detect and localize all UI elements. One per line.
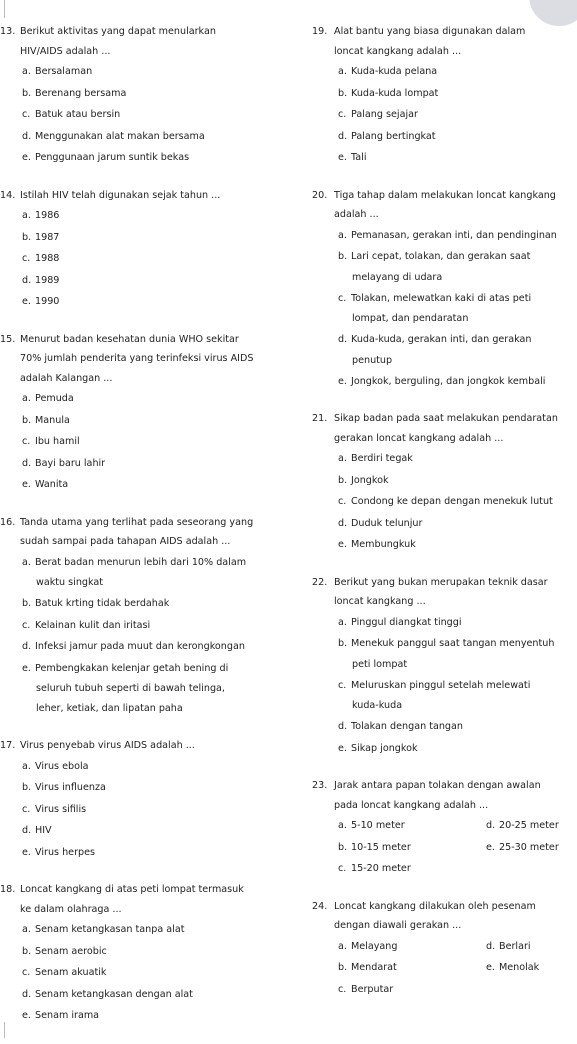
option-text: Senam ketangkasan dengan alat [35,988,193,1000]
answer-option [0,227,300,249]
question-number: 16. [0,516,16,528]
question-number: 15. [0,333,16,345]
option-text: Jongkok [351,474,389,486]
question-stem-line [312,409,577,429]
question-21 [312,409,577,556]
option-grid [312,936,577,1001]
answer-option [338,979,486,1001]
option-text: Menekuk panggul saat tangan menyentuh [351,638,555,649]
answer-option [0,962,300,984]
question-number: 23. [312,780,328,791]
option-text: Wanita [35,479,69,490]
option-text: Kelainan kulit dan iritasi [35,619,151,631]
option-letter: a. [22,393,31,404]
option-letter: b. [22,414,32,426]
option-letter: e. [22,479,31,490]
question-stem-text: Tiga tahap dalam melakukan loncat kangkang [334,189,556,201]
question-stem-line [0,22,300,42]
option-text: 20-25 meter [499,820,559,831]
question-number: 17. [0,740,16,751]
option-text: Kuda-kuda lompat [351,87,439,99]
option-text: Palang sejajar [351,109,418,120]
option-text: Membungkuk [351,539,416,550]
answer-option [312,633,577,675]
option-text: Batuk krting tidak berdahak [35,598,170,609]
question-19 [312,22,577,169]
answer-option [312,675,577,717]
answer-option [0,248,300,270]
answer-option [0,410,300,432]
question-stem-text: sudah sampai pada tahapan AIDS adalah ... [20,536,231,547]
question-stem-text: 70% jumlah penderita yang terinfeksi virus AIDS [20,353,254,364]
question-stem-text: adalah ... [334,209,379,220]
answer-option [0,147,300,169]
option-text: Condong ke depan dengan menekuk lutut [351,496,553,507]
answer-option [0,83,300,105]
option-letter: b. [22,945,32,957]
option-text: Lari cepat, tolakan, dan gerakan saat [351,251,531,262]
option-text: melayang di udara [352,271,443,283]
option-letter: b. [22,87,32,99]
option-letter: b. [22,231,32,243]
question-stem-line [312,186,577,206]
answer-option [0,388,300,410]
option-letter: d. [22,130,32,142]
option-text: Tolakan dengan tangan [351,721,463,732]
option-text: Jongkok, berguling, dan jongkok kembali [351,375,546,387]
question-16 [0,513,300,720]
option-letter: d. [486,940,496,952]
answer-option [0,291,300,313]
question-stem-text: adalah Kalangan ... [20,372,113,384]
option-text: Bersalaman [35,66,93,77]
question-stem-text: gerakan loncat kangkang adalah ... [334,432,504,444]
option-text: 15-20 meter [351,863,411,874]
option-letter: e. [338,375,347,387]
option-text: Kuda-kuda pelana [351,66,438,77]
option-text: penutup [352,354,393,366]
question-stem-line [312,42,577,62]
option-text: 1990 [35,296,60,307]
question-number: 21. [312,413,328,424]
answer-option [0,777,300,799]
answer-option [0,126,300,148]
answer-option [0,941,300,963]
question-stem-line [312,592,577,612]
option-letter: d. [22,457,32,469]
answer-option [312,612,577,634]
option-letter: d. [22,988,32,1000]
option-letter: e. [22,152,31,163]
answer-option [0,842,300,864]
option-text: Mendarat [351,962,397,973]
option-text: Pinggul diangkat tinggi [351,616,462,628]
question-stem-line [312,916,577,936]
answer-option [338,957,486,979]
option-letter: a. [338,940,347,952]
answer-option [338,837,486,859]
answer-option [0,658,300,720]
answer-option [312,126,577,148]
option-letter: d. [338,721,348,732]
question-stem-text: pada loncat kangkang adalah ... [334,799,489,811]
answer-option [0,205,300,227]
answer-option [486,936,577,958]
answer-option [312,329,577,371]
question-stem-line [0,42,300,62]
question-stem-text: Tanda utama yang terlihat pada seseorang yang [20,516,254,528]
question-stem-line [312,22,577,42]
question-stem-text: HIV/AIDS adalah ... [20,45,111,57]
question-stem-text: Berikut aktivitas yang dapat menularkan [20,26,216,37]
option-text: Meluruskan pinggul setelah melewati [351,679,531,691]
question-stem-line [312,796,577,816]
question-stem-text: ke dalam olahraga ... [20,903,122,915]
answer-option [0,104,300,126]
question-stem-text: loncat kangkang adalah ... [334,45,462,57]
option-text: Kuda-kuda, gerakan inti, dan gerakan [351,334,532,345]
question-stem-text: Berikut yang bukan merupakan teknik dasar [334,576,548,588]
answer-option [0,593,300,615]
option-letter: c. [338,496,347,507]
option-text: Pembengkakan kelenjar getah bening di [35,662,229,674]
answer-option [312,716,577,738]
option-letter: d. [338,334,348,345]
option-text: Batuk atau bersin [35,109,121,120]
right-column [312,22,577,1017]
option-text: 1987 [35,231,60,243]
question-stem-line [312,205,577,225]
question-22 [312,573,577,760]
option-letter: e. [22,1010,31,1021]
option-letter: a. [22,66,31,77]
option-text: kuda-kuda [352,700,403,711]
option-text: Duduk telunjur [351,517,423,529]
question-stem-text: Istilah HIV telah digunakan sejak tahun ... [20,189,221,201]
option-text: Tali [351,152,367,163]
question-number: 14. [0,189,16,201]
question-stem-text: dengan diawali gerakan ... [334,920,462,931]
left-column [0,22,300,1044]
option-text: Ibu hamil [35,436,80,447]
option-text: Berputar [351,983,394,995]
question-stem-line [312,776,577,796]
option-text: Senam akuatik [35,967,107,978]
answer-option [0,453,300,475]
answer-option [338,858,486,880]
question-stem-line [312,897,577,917]
option-text: lompat, dan pendaratan [352,313,469,324]
question-number: 18. [0,884,16,895]
question-23 [312,776,577,880]
option-letter: d. [22,825,32,836]
option-grid [312,815,577,880]
option-text: Pemuda [35,393,74,404]
option-letter: e. [338,539,347,550]
option-letter: e. [338,152,347,163]
question-stem-text: Alat bantu yang biasa digunakan dalam [334,26,526,37]
option-text: Menggunakan alat makan bersama [35,130,205,142]
option-letter: b. [338,251,348,262]
question-number: 20. [312,189,328,201]
answer-option [312,534,577,556]
question-stem-text: loncat kangkang ... [334,596,426,607]
question-stem-line [0,736,300,756]
answer-option [0,1005,300,1027]
answer-option [0,636,300,658]
option-letter: a. [22,210,31,221]
answer-option [312,246,577,288]
option-letter: b. [338,474,348,486]
option-text: 1989 [35,274,60,286]
answer-option [0,474,300,496]
option-letter: c. [22,967,31,978]
question-20 [312,186,577,393]
answer-option [312,470,577,492]
option-letter: d. [22,641,32,652]
question-14 [0,186,300,313]
answer-option [312,225,577,247]
question-stem-line [0,513,300,533]
question-stem-line [0,880,300,900]
option-text: Palang bertingkat [351,130,436,142]
question-stem-text: Sikap badan pada saat melakukan pendaratan [334,413,558,424]
question-stem-text: Menurut badan kesehatan dunia WHO sekitar [20,333,239,345]
answer-option [312,83,577,105]
answer-option [0,552,300,594]
option-letter: c. [22,436,31,447]
option-text: 10-15 meter [351,841,411,853]
question-stem-text: Loncat kangkang di atas peti lompat termasuk [20,884,244,895]
question-18 [0,880,300,1027]
question-13 [0,22,300,169]
option-text: Menolak [499,962,540,973]
option-text: waktu singkat [36,577,104,588]
option-letter: c. [338,863,347,874]
option-letter: a. [22,924,31,935]
option-letter: c. [338,679,347,691]
answer-option [0,820,300,842]
option-text: Infeksi jamur pada muut dan kerongkongan [35,641,245,652]
answer-option [486,815,577,837]
question-stem-line [0,349,300,369]
option-letter: e. [22,296,31,307]
question-15 [0,330,300,496]
option-text: Senam ketangkasan tanpa alat [35,924,185,935]
option-letter: b. [338,87,348,99]
question-stem-line [0,900,300,920]
option-letter: b. [22,782,32,793]
option-text: Berdiri tegak [351,453,413,464]
answer-option [312,513,577,535]
answer-option [0,615,300,637]
option-letter: a. [22,556,31,568]
option-letter: b. [338,638,348,649]
option-letter: a. [338,229,347,241]
option-text: Berat badan menurun lebih dari 10% dalam [35,556,247,568]
answer-option [0,61,300,83]
question-number: 24. [312,900,328,912]
option-text: Berlari [499,940,531,952]
option-text: Melayang [351,940,398,952]
option-text: Penggunaan jarum suntik bekas [35,152,190,163]
option-text: Sikap jongkok [351,742,418,754]
answer-option [338,815,486,837]
option-letter: b. [338,962,348,973]
option-letter: b. [338,841,348,853]
option-text: Virus herpes [35,846,96,858]
option-text: peti lompat [352,658,408,670]
option-letter: a. [338,820,347,831]
option-text: Tolakan, melewatkan kaki di atas peti [351,292,532,304]
question-stem-text: Loncat kangkang dilakukan oleh pesenam [334,900,536,912]
answer-option [312,738,577,760]
margin-line [4,0,5,18]
option-letter: e. [22,662,31,674]
answer-option [0,919,300,941]
answer-option [0,756,300,778]
option-letter: a. [338,616,347,628]
option-letter: c. [22,253,31,264]
answer-option [338,936,486,958]
option-letter: b. [22,598,32,609]
option-text: Virus ebola [35,760,89,772]
answer-option [312,288,577,330]
question-stem-text: Jarak antara papan tolakan dengan awalan [334,780,541,791]
option-letter: d. [338,130,348,142]
question-stem-line [312,573,577,593]
option-letter: c. [338,292,347,304]
option-text: Pemanasan, gerakan inti, dan pendinginan [351,229,557,241]
answer-option [312,371,577,393]
option-text: leher, ketiak, dan lipatan paha [36,703,183,714]
question-24 [312,897,577,1001]
option-letter: a. [22,760,31,772]
option-letter: e. [338,742,347,754]
option-text: Berenang bersama [35,87,127,99]
option-letter: e. [22,846,31,858]
option-text: 1986 [35,210,60,221]
option-letter: c. [22,619,31,631]
option-text: seluruh tubuh seperti di bawah telinga, [36,683,225,694]
answer-option [312,147,577,169]
option-text: Virus sifilis [35,803,87,815]
question-17 [0,736,300,863]
answer-option [312,491,577,513]
option-letter: c. [22,803,31,815]
option-text: Manula [35,414,70,426]
question-stem-line [0,369,300,389]
option-text: 25-30 meter [499,841,559,853]
option-letter: c. [22,109,31,120]
answer-option [0,270,300,292]
answer-option [312,61,577,83]
option-text: 1988 [35,253,60,264]
question-stem-line [0,330,300,350]
question-stem-text: Virus penyebab virus AIDS adalah ... [20,740,195,751]
option-letter: e. [486,962,495,973]
question-stem-line [312,429,577,449]
option-letter: a. [338,66,347,77]
question-number: 19. [312,26,328,37]
question-number: 13. [0,26,16,37]
option-text: Senam irama [35,1010,100,1021]
option-letter: d. [486,820,496,831]
option-text: HIV [35,825,52,836]
option-letter: d. [22,274,32,286]
answer-option [312,104,577,126]
option-letter: d. [338,517,348,529]
option-text: Virus influenza [35,782,106,793]
option-letter: e. [486,841,495,853]
answer-option [486,837,577,859]
option-text: Bayi baru lahir [35,457,106,469]
option-letter: c. [338,983,347,995]
option-text: 5-10 meter [351,820,405,831]
question-number: 22. [312,576,328,588]
answer-option [312,448,577,470]
option-letter: a. [338,453,347,464]
answer-option [0,984,300,1006]
option-letter: c. [338,109,347,120]
answer-option [0,431,300,453]
option-text: Senam aerobic [35,945,107,957]
answer-option [486,957,577,979]
question-stem-line [0,186,300,206]
answer-option [0,799,300,821]
question-stem-line [0,532,300,552]
